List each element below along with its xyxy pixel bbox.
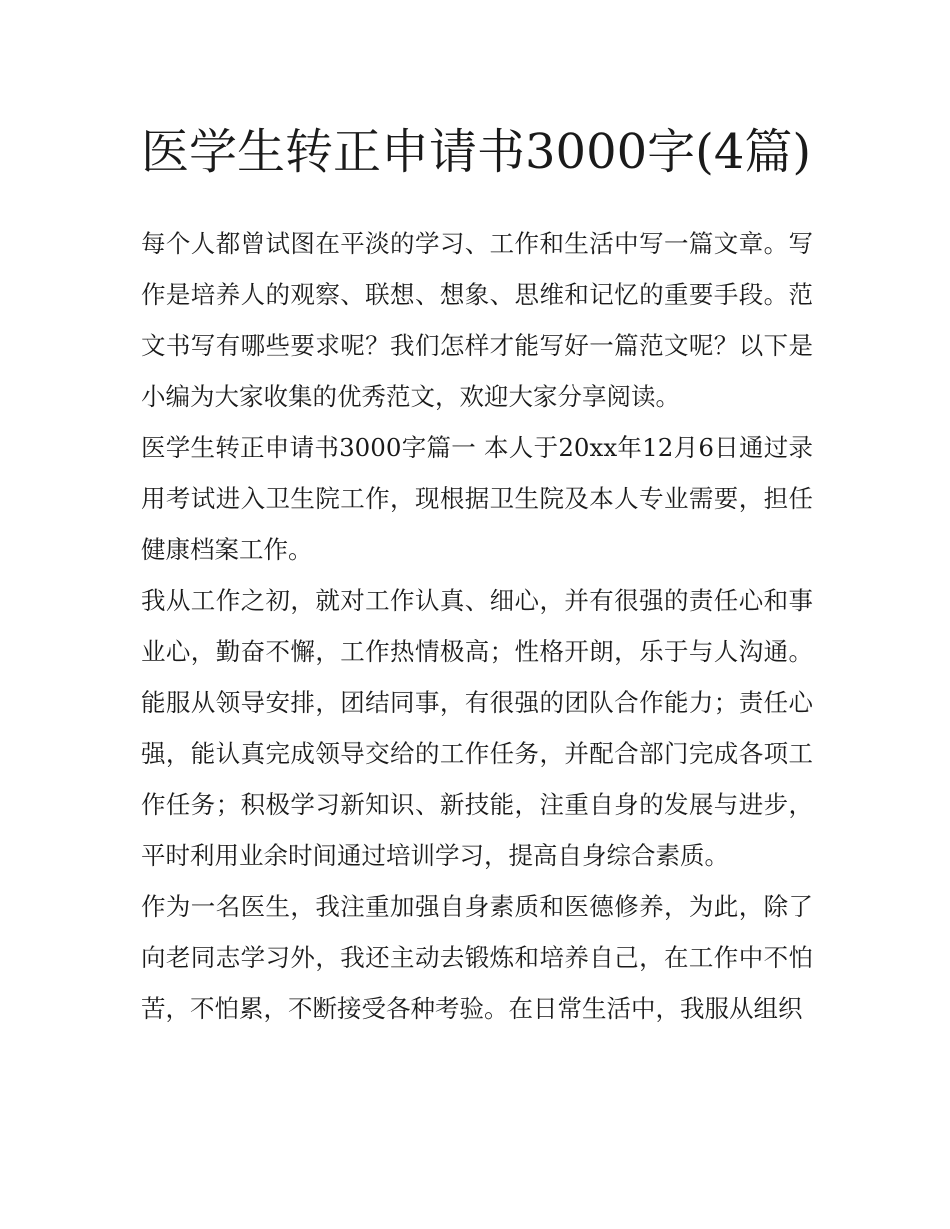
paragraph-essay-one-opening: 医学生转正申请书3000字篇一 本人于20xx年12月6日通过录用考试进入卫生院工作，现根据卫生院及本人专业需要，担任健康档案工作。 [141,433,813,564]
document-title: 医学生转正申请书3000字(4篇) [141,124,812,180]
paragraph-intro: 每个人都曾试图在平淡的学习、工作和生活中写一篇文章。写作是培养人的观察、联想、想象、思维和记忆的重要手段。范文书写有哪些要求呢？我们怎样才能写好一篇范文呢？以下是小编为大家收集的优秀范文，欢迎大家分享阅读。 [141,229,813,411]
paragraph-doctor-ethics: 作为一名医生，我注重加强自身素质和医德修养，为此，除了向老同志学习外，我还主动去锻炼和培养自己，在工作中不怕苦，不怕累，不断接受各种考验。在日常生活中，我服从组织 [141,892,813,1023]
document-page [141,112,813,1034]
paragraph-work-attitude: 我从工作之初，就对工作认真、细心，并有很强的责任心和事业心，勤奋不懈，工作热情极高；性格开朗，乐于与人沟通。能服从领导安排，团结同事，有很强的团队合作能力；责任心强，能认真完成领导交给的工作任务，并配合部门完成各项工作任务；积极学习新知识、新技能，注重自身的发展与进步，平时利用业余时间通过培训学习，提高自身综合素质。 [141,586,813,870]
